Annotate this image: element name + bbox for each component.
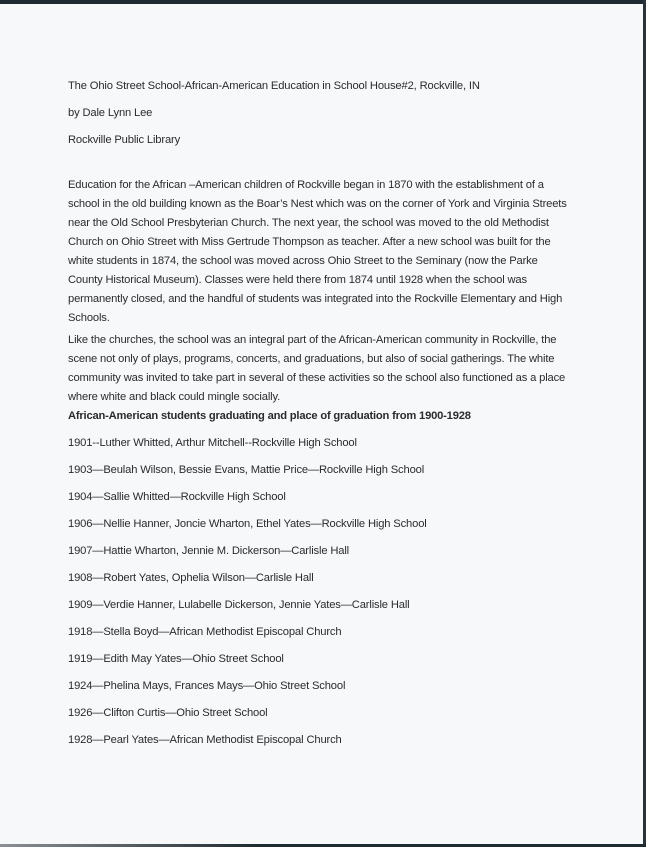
paragraph-line: County Historical Museum). Classes were held there from 1874 until 1928 when the school was: [68, 274, 527, 286]
graduate-entry: 1928—Pearl Yates—African Methodist Episcopal Church: [68, 734, 342, 746]
paragraph-line: Like the churches, the school was an integral part of the African-American community in Rockville, the: [68, 334, 557, 346]
paragraph-line: permanently closed, and the handful of students was integrated into the Rockville Elementary and High: [68, 293, 563, 305]
paragraph-line: Schools.: [68, 312, 110, 324]
paragraph-line: near the Old School Presbyterian Church. The next year, the school was moved to the old Methodist: [68, 217, 549, 229]
paragraph-line: where white and black could mingle socially.: [68, 391, 281, 403]
scan-edge-top: [0, 0, 646, 4]
paragraph-1: [68, 176, 608, 328]
graduate-entry: 1908—Robert Yates, Ophelia Wilson—Carlisle Hall: [68, 572, 314, 584]
paragraph-line: scene not only of plays, programs, concerts, and graduations, but also of social gatherings. The white: [68, 353, 555, 365]
paragraph-line: community was invited to take part in several of these activities so the school also functioned as a place: [68, 372, 566, 384]
document-source: Rockville Public Library: [68, 134, 181, 146]
graduate-entry: 1906—Nellie Hanner, Joncie Wharton, Ethel Yates—Rockville High School: [68, 518, 427, 530]
document-title: The Ohio Street School-African-American Education in School House#2, Rockville, IN: [68, 80, 480, 92]
graduate-entry: 1909—Verdie Hanner, Lulabelle Dickerson, Jennie Yates—Carlisle Hall: [68, 599, 410, 611]
graduate-entry: 1903—Beulah Wilson, Bessie Evans, Mattie Price—Rockville High School: [68, 464, 425, 476]
graduate-entry: 1901--Luther Whitted, Arthur Mitchell--Rockville High School: [68, 437, 357, 449]
graduate-entry: 1918—Stella Boyd—African Methodist Episcopal Church: [68, 626, 342, 638]
paragraph-line: Church on Ohio Street with Miss Gertrude Thompson as teacher. After a new school was built for the: [68, 236, 551, 248]
graduate-entry: 1907—Hattie Wharton, Jennie M. Dickerson—Carlisle Hall: [68, 545, 350, 557]
document-author: by Dale Lynn Lee: [68, 107, 153, 119]
graduates-heading: African-American students graduating and place of graduation from 1900-1928: [68, 410, 471, 422]
paragraph-line: school in the old building known as the Boar’s Nest which was on the corner of York and Virginia Streets: [68, 198, 567, 210]
graduate-entry: 1919—Edith May Yates—Ohio Street School: [68, 653, 284, 665]
graduate-entry: 1904—Sallie Whitted—Rockville High School: [68, 491, 286, 503]
paragraph-line: Education for the African –American children of Rockville began in 1870 with the establishment of a: [68, 179, 544, 191]
graduate-entry: 1924—Phelina Mays, Frances Mays—Ohio Street School: [68, 680, 346, 692]
graduate-entry: 1926—Clifton Curtis—Ohio Street School: [68, 707, 268, 719]
paragraph-line: white students in 1874, the school was moved across Ohio Street to the Seminary (now the Parke: [68, 255, 538, 267]
paragraph-2: [68, 331, 608, 407]
